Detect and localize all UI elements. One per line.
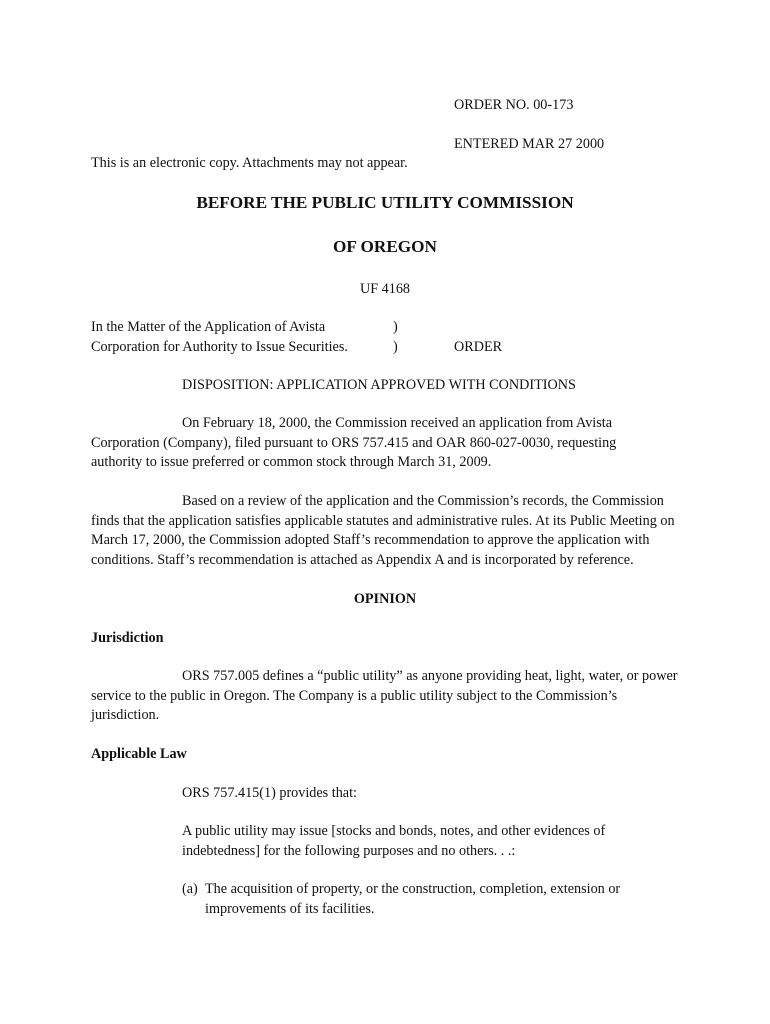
- paragraph-line: finds that the application satisfies applicable statutes and administrative rules. At its Public Meeting on: [91, 512, 675, 529]
- order-number: ORDER NO. 00-173: [454, 97, 574, 113]
- item-line: The acquisition of property, or the construction, completion, extension or: [205, 881, 621, 897]
- item-line: improvements of its facilities.: [205, 900, 375, 917]
- quote-line: A public utility may issue [stocks and bonds, notes, and other evidences of: [182, 823, 606, 839]
- jurisdiction-heading: Jurisdiction: [91, 630, 164, 646]
- paragraph-line: Corporation (Company), filed pursuant to ORS 757.415 and OAR 860-027-0030, requesting: [91, 434, 617, 451]
- opinion-heading: OPINION: [353, 591, 417, 607]
- paragraph-line: jurisdiction.: [91, 707, 160, 723]
- paragraph-line: ORS 757.005 defines a “public utility” as anyone providing heat, light, water, or power: [182, 668, 678, 684]
- caption-paren-2: ): [393, 339, 398, 355]
- electronic-copy-note: This is an electronic copy. Attachments may not appear.: [91, 155, 408, 171]
- docket-number: UF 4168: [359, 281, 411, 297]
- paragraph-line: authority to issue preferred or common stock through March 31, 2009.: [91, 454, 492, 470]
- paragraph-line: conditions. Staff’s recommendation is attached as Appendix A and is incorporated by reference.: [91, 551, 634, 568]
- item-marker: (a): [182, 881, 198, 897]
- paragraph-line: Based on a review of the application and the Commission’s records, the Commission: [182, 493, 664, 509]
- paragraph-line: service to the public in Oregon. The Company is a public utility subject to the Commission’s: [91, 687, 618, 704]
- paragraph-findings: [91, 492, 691, 570]
- statute-quote: [182, 822, 642, 861]
- caption-order-label: ORDER: [454, 339, 503, 355]
- entered-date: ENTERED MAR 27 2000: [454, 136, 605, 152]
- paragraph-line: On February 18, 2000, the Commission received an application from Avista: [182, 415, 613, 431]
- caption-left-line-2: Corporation for Authority to Issue Securities.: [91, 339, 348, 355]
- paragraph-application: [91, 414, 691, 473]
- commission-title: BEFORE THE PUBLIC UTILITY COMMISSION: [196, 193, 574, 212]
- paragraph-jurisdiction: [91, 667, 691, 726]
- quote-line: indebtedness] for the following purposes and no others. . .:: [182, 842, 516, 859]
- item-text: [205, 880, 665, 919]
- disposition: DISPOSITION: APPLICATION APPROVED WITH CONDITIONS: [182, 377, 576, 393]
- state-title: OF OREGON: [333, 237, 437, 256]
- paragraph-line: March 17, 2000, the Commission adopted Staff’s recommendation to approve the application with: [91, 532, 650, 548]
- statute-intro: ORS 757.415(1) provides that:: [182, 785, 357, 801]
- caption-left-line-1: In the Matter of the Application of Avista: [91, 319, 326, 335]
- applicable-law-heading: Applicable Law: [91, 746, 187, 762]
- caption-paren-1: ): [393, 319, 398, 335]
